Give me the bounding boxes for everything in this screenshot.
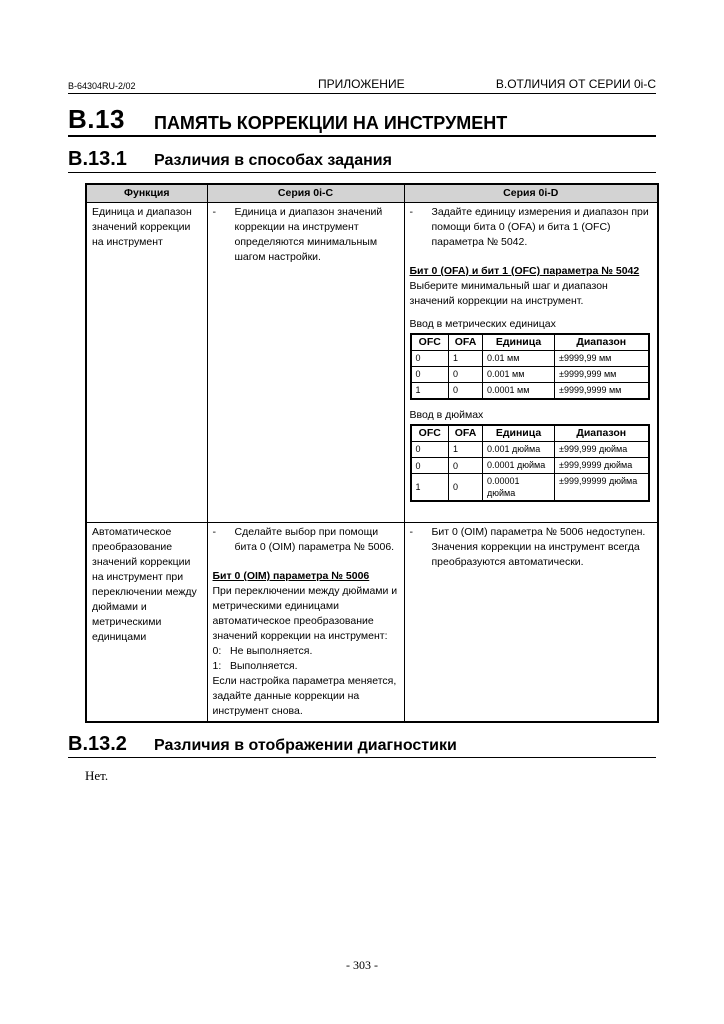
table-row: 0 0 0.001 мм ±9999,999 мм [411,367,649,383]
header-ofa: OFA [449,425,483,442]
subsection-title: Различия в способах задания [154,152,392,169]
series-c-text: Сделайте выбор при помощи бита 0 (OIM) параметра № 5006. [234,526,395,553]
header-appendix: ПРИЛОЖЕНИЕ [318,77,405,91]
section-number: B.13 [68,104,125,134]
metric-header-row [411,334,649,351]
table-row: 0 1 0.001 дюйма ±999,999 дюйма [411,442,649,458]
header-range: Диапазон [555,334,649,351]
table-row [86,523,658,723]
param-heading: Бит 0 (OFA) и бит 1 (OFC) параметра № 5042 [409,265,640,277]
series-d-cell [404,203,658,523]
header-unit: Единица [483,425,555,442]
table-row: 1 0 0.00001 дюйма ±999,99999 дюйма [411,474,649,502]
header-ofc: OFC [411,425,449,442]
body-text: Нет. [85,768,109,783]
series-c-cell [207,523,404,723]
inch-header-row [411,425,649,442]
subsection-number: B.13.2 [68,733,127,755]
option-1: 1: Выполняется. [212,660,298,672]
bullet: - Задайте единицу измерения и диапазон при помощи бита 0 (OFA) и бита 1 (OFC) параметра № 5042. [410,205,653,250]
metric-table [410,333,650,400]
series-c-cell [207,203,404,523]
metric-caption: Ввод в метрических единицах [409,318,556,330]
section-heading [68,104,656,137]
series-d-text: Задайте единицу измерения и диапазон при помощи бита 0 (OFA) и бита 1 (OFC) параметра № 5042. [431,206,649,248]
table-row [86,203,658,523]
header-ofa: OFA [449,334,483,351]
col-header-function: Функция [86,184,207,203]
param-description: При переключении между дюймами и метрическими единицами автоматическое преобразование значений коррекции на инструмент: [212,585,398,642]
page-header [68,75,656,94]
header-unit: Единица [483,334,555,351]
series-d-cell [404,523,658,723]
series-d-text: Бит 0 (OIM) параметра № 5006 недоступен. [431,526,646,538]
differences-table [85,183,659,723]
section-title: ПАМЯТЬ КОРРЕКЦИИ НА ИНСТРУМЕНТ [154,113,508,133]
option-0: 0: Не выполняется. [212,645,313,657]
subsection-heading-1 [68,148,656,173]
table-row: 1 0 0.0001 мм ±9999,9999 мм [411,383,649,400]
inch-table [410,424,650,502]
function-cell [86,523,207,723]
param-note: Если настройка параметра меняется, задайте данные коррекции на инструмент снова. [212,675,397,717]
series-c-text: Единица и диапазон значений коррекции на инструмент определяются минимальным шагом настройки. [234,206,383,263]
param-heading: Бит 0 (OIM) параметра № 5006 [212,570,370,582]
inch-caption: Ввод в дюймах [409,409,484,421]
header-ofc: OFC [411,334,449,351]
function-text: Автоматическое преобразование значений коррекции на инструмент при переключении между дюймами и метрическими единицами [92,526,197,643]
col-header-series-c: Серия 0i-C [207,184,404,203]
bullet: - Единица и диапазон значений коррекции на инструмент определяются минимальным шагом настройки. [213,205,399,265]
bullet: - Сделайте выбор при помощи бита 0 (OIM) параметра № 5006. [213,525,399,555]
series-d-text-2: Значения коррекции на инструмент всегда преобразуются автоматически. [431,541,640,568]
bullet: - Бит 0 (OIM) параметра № 5006 недоступен. [410,525,653,540]
function-cell [86,203,207,523]
table-row: 0 0 0.0001 дюйма ±999,9999 дюйма [411,458,649,474]
table-header-row [86,184,658,203]
function-text: Единица и диапазон значений коррекции на инструмент [92,206,192,248]
subsection-number: B.13.1 [68,148,127,170]
subsection-heading-2 [68,733,656,758]
table-row: 0 1 0.01 мм ±9999,99 мм [411,351,649,367]
subsection-title: Различия в отображении диагностики [154,737,457,754]
doc-code: B-64304RU-2/02 [68,81,136,91]
param-description: Выберите минимальный шаг и диапазон значений коррекции на инструмент. [409,280,608,307]
header-range: Диапазон [555,425,649,442]
col-header-series-d: Серия 0i-D [404,184,658,203]
page-number: - 303 - [346,958,378,972]
header-section: В.ОТЛИЧИЯ ОТ СЕРИИ 0i-C [495,77,656,91]
